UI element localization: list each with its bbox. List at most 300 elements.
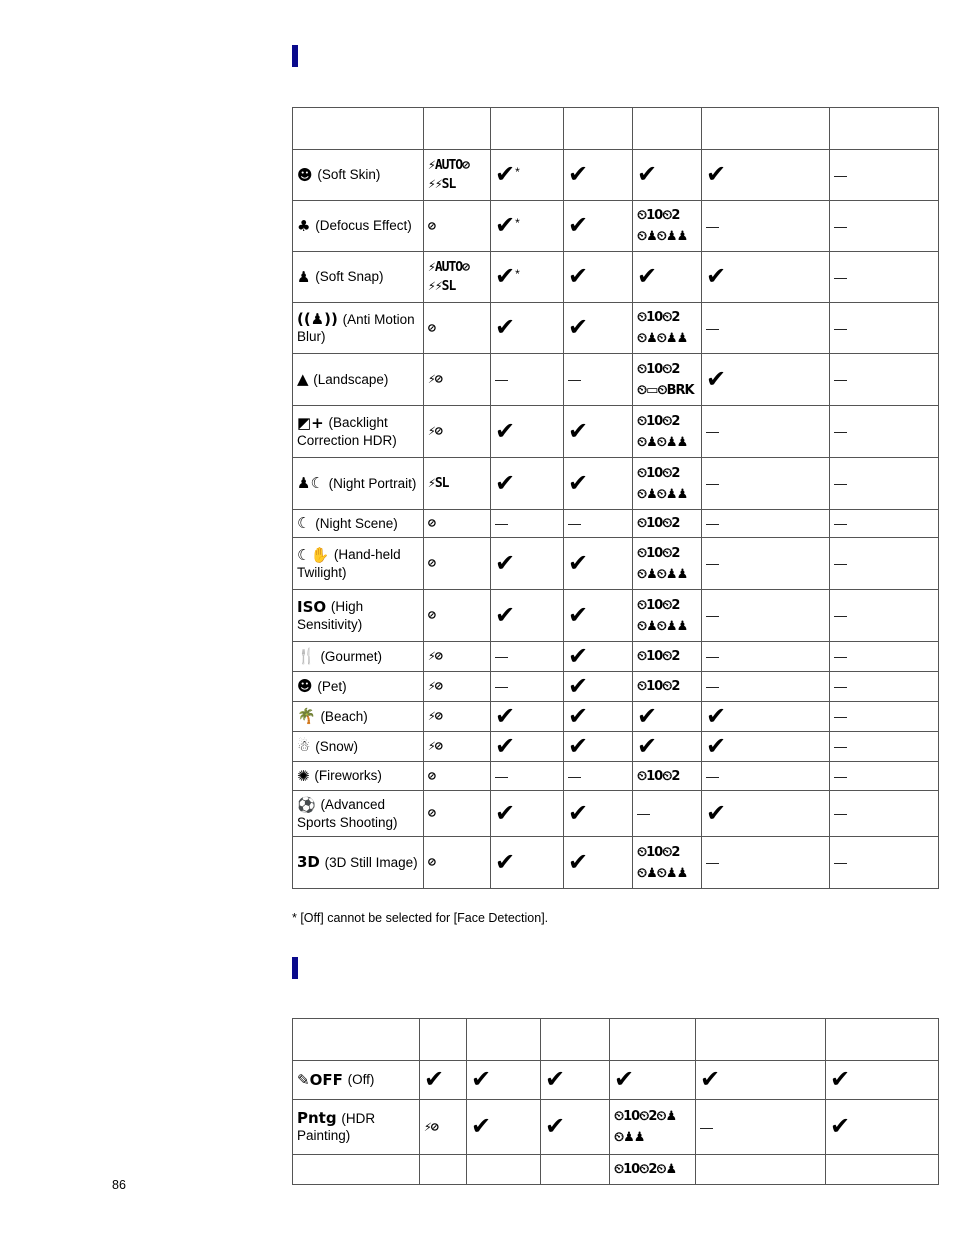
not-available-dash: — (834, 739, 847, 754)
hand-held-twilight-icon: ☾✋ (297, 545, 330, 564)
check-icon: ✔ (706, 262, 727, 290)
self-timer-icon: ⏲10⏲2 (637, 361, 680, 377)
value-cell (830, 732, 939, 762)
check-icon: ✔ (495, 262, 516, 290)
check-icon: ✔ (568, 548, 589, 577)
check-icon: ✔ (706, 160, 727, 188)
not-available-dash: — (706, 556, 719, 571)
value-cell (424, 510, 491, 538)
flash-mode-icon: ⚡⚡SL (428, 177, 456, 192)
value-cell (424, 538, 491, 590)
scene-label: (Gourmet) (316, 648, 382, 664)
not-available-dash: — (706, 516, 719, 531)
value-cell (633, 672, 702, 702)
value-cell (491, 837, 564, 889)
not-available-dash: — (834, 320, 847, 336)
scene-name-cell (293, 303, 424, 354)
gourmet-icon: 🍴 (297, 647, 316, 666)
check-icon: ✔ (614, 1065, 635, 1093)
self-timer-icon: ⏲10⏲2 (637, 545, 680, 561)
not-available-dash: — (637, 806, 650, 821)
beach-icon: 🌴 (297, 707, 316, 726)
table-row (293, 702, 939, 732)
value-cell (564, 406, 633, 458)
self-timer-icon: ⏲▭⏲BRK (637, 382, 694, 398)
flash-mode-icon: ⊘ (428, 516, 435, 531)
flash-mode-icon: ⚡⊘ (428, 372, 442, 387)
value-cell (702, 252, 830, 303)
check-icon: ✔ (706, 364, 727, 393)
check-icon: ✔ (706, 701, 727, 730)
table-row (293, 510, 939, 538)
value-cell (424, 672, 491, 702)
value-cell (702, 538, 830, 590)
value-cell (424, 458, 491, 510)
scene-name-cell (293, 642, 424, 672)
footnote: * [Off] cannot be selected for [Face Detection]. (292, 911, 549, 925)
header-cell (830, 108, 939, 150)
scene-name-cell (293, 201, 424, 252)
value-cell (491, 590, 564, 642)
self-timer-icon: ⏲10⏲2 (637, 208, 680, 223)
value-cell (633, 791, 702, 837)
not-available-dash: — (706, 768, 719, 784)
value-cell (633, 702, 702, 732)
not-available-dash: — (706, 608, 719, 623)
header-cell (293, 1019, 420, 1061)
scene-label: (Advanced Sports Shooting) (297, 797, 398, 830)
self-timer-icon: ⏲10⏲2 (637, 679, 680, 694)
check-icon: ✔ (568, 160, 589, 188)
not-available-dash: — (706, 855, 719, 870)
value-cell (826, 1155, 939, 1185)
flash-mode-icon: ⊘ (428, 855, 435, 870)
high-sensitivity-icon: ISO (297, 597, 327, 616)
not-available-dash: — (495, 649, 508, 664)
value-cell (633, 837, 702, 889)
self-timer-icon: ⏲10⏲2 (637, 310, 680, 325)
check-icon: ✔ (830, 1112, 851, 1140)
value-cell (702, 837, 830, 889)
value-cell (830, 406, 939, 458)
not-available-dash: — (834, 218, 847, 234)
value-cell (633, 406, 702, 458)
scene-label: (Pet) (313, 678, 347, 694)
check-icon: ✔ (568, 262, 589, 290)
table-row (293, 1100, 939, 1155)
value-cell (610, 1061, 696, 1100)
value-cell (491, 791, 564, 837)
value-cell (564, 538, 633, 590)
scene-label: (Backlight Correction HDR) (297, 415, 397, 448)
not-available-dash: — (834, 372, 847, 387)
value-cell (830, 590, 939, 642)
scene-label: (Anti Motion Blur) (297, 311, 415, 345)
scene-selection-table (292, 107, 939, 889)
pet-icon: ☻ (297, 677, 313, 696)
not-available-dash: — (495, 516, 508, 531)
check-icon: ✔ (471, 1065, 492, 1093)
value-cell (424, 762, 491, 791)
value-cell (564, 252, 633, 303)
not-available-dash: — (706, 476, 719, 491)
value-cell (424, 252, 491, 303)
header-cell (564, 108, 633, 150)
flash-mode-icon: ⚡⊘ (428, 679, 442, 694)
not-available-dash: — (834, 269, 847, 285)
header-cell (702, 108, 830, 150)
value-cell (610, 1155, 696, 1185)
value-cell (491, 252, 564, 303)
check-icon: ✔ (495, 211, 516, 239)
value-cell (491, 201, 564, 252)
scene-label: (High Sensitivity) (297, 599, 364, 632)
check-icon: ✔ (637, 262, 658, 290)
value-cell (633, 303, 702, 354)
value-cell (633, 252, 702, 303)
value-cell (696, 1100, 826, 1155)
not-available-dash: — (834, 806, 847, 821)
backlight-hdr-icon: ◩+ (297, 413, 324, 432)
not-available-dash: — (834, 855, 847, 870)
value-cell (702, 732, 830, 762)
self-timer-icon: ⏲♟⏲♟♟ (637, 618, 688, 634)
flash-mode-icon: ⊘ (428, 218, 435, 234)
check-icon: ✔ (545, 1112, 566, 1140)
value-cell (491, 510, 564, 538)
advanced-sports-icon: ⚽ (297, 795, 316, 814)
check-icon: ✔ (495, 160, 516, 188)
value-cell (702, 590, 830, 642)
value-cell (424, 303, 491, 354)
scene-name-cell (293, 762, 424, 791)
self-timer-icon: ⏲♟⏲♟♟ (637, 486, 688, 502)
flash-mode-icon: ⚡AUTO⊘ (428, 158, 469, 173)
value-cell (830, 252, 939, 303)
scene-label: (Soft Skin) (313, 167, 381, 183)
not-available-dash: — (834, 608, 847, 623)
scene-name-cell (293, 1155, 420, 1185)
table-row (293, 732, 939, 762)
value-cell (564, 732, 633, 762)
self-timer-icon: ⏲10⏲2 (637, 844, 680, 860)
table-row (293, 791, 939, 837)
table-row (293, 642, 939, 672)
footnote-mark: * (515, 216, 520, 230)
value-cell (702, 702, 830, 732)
value-cell (633, 201, 702, 252)
value-cell (424, 201, 491, 252)
scene-name-cell (293, 672, 424, 702)
value-cell (491, 702, 564, 732)
not-available-dash: — (495, 768, 508, 784)
table-row (293, 762, 939, 791)
check-icon: ✔ (495, 313, 516, 341)
section-marker-1 (292, 45, 298, 67)
value-cell (702, 354, 830, 406)
header-cell (610, 1019, 696, 1061)
flash-mode-icon: ⚡⊘ (428, 424, 442, 439)
check-icon: ✔ (568, 416, 589, 445)
3d-still-image-icon: 3D (297, 853, 320, 872)
table-row (293, 1155, 939, 1185)
scene-name-cell (293, 702, 424, 732)
value-cell (564, 702, 633, 732)
flash-mode-icon: ⚡⊘ (424, 1119, 438, 1135)
header-cell (541, 1019, 610, 1061)
scene-name-cell (293, 458, 424, 510)
value-cell (541, 1061, 610, 1100)
flash-mode-icon: ⊘ (428, 768, 435, 784)
not-available-dash: — (706, 218, 719, 234)
check-icon: ✔ (545, 1065, 566, 1093)
off-icon: ✎OFF (297, 1070, 343, 1089)
value-cell (633, 510, 702, 538)
not-available-dash: — (706, 320, 719, 336)
value-cell (491, 458, 564, 510)
check-icon: ✔ (568, 468, 589, 497)
table-row (293, 538, 939, 590)
footnote-mark: * (515, 165, 520, 179)
self-timer-icon: ⏲10⏲2⏲♟ (614, 1162, 677, 1177)
value-cell (491, 303, 564, 354)
value-cell (702, 406, 830, 458)
value-cell (633, 354, 702, 406)
scene-name-cell (293, 354, 424, 406)
value-cell (564, 590, 633, 642)
value-cell (424, 150, 491, 201)
scene-label: (Hand-held Twilight) (297, 547, 401, 580)
value-cell (633, 642, 702, 672)
table-row (293, 406, 939, 458)
value-cell (467, 1100, 541, 1155)
header-cell (491, 108, 564, 150)
value-cell (467, 1155, 541, 1185)
not-available-dash: — (834, 768, 847, 784)
not-available-dash: — (834, 516, 847, 531)
scene-name-cell (293, 406, 424, 458)
value-cell (491, 354, 564, 406)
value-cell (424, 642, 491, 672)
table-row (293, 303, 939, 354)
scene-label: (Night Portrait) (324, 475, 417, 491)
value-cell (702, 458, 830, 510)
value-cell (564, 303, 633, 354)
self-timer-icon: ⏲10⏲2 (637, 649, 680, 664)
check-icon: ✔ (495, 468, 516, 497)
fireworks-icon: ✺ (297, 766, 310, 785)
value-cell (467, 1061, 541, 1100)
scene-name-cell (293, 1061, 420, 1100)
value-cell (696, 1061, 826, 1100)
flash-mode-icon: ⚡SL (428, 476, 449, 491)
value-cell (830, 201, 939, 252)
table-row (293, 354, 939, 406)
not-available-dash: — (834, 649, 847, 664)
check-icon: ✔ (495, 416, 516, 445)
value-cell (424, 791, 491, 837)
not-available-dash: — (706, 649, 719, 664)
value-cell (830, 791, 939, 837)
value-cell (564, 642, 633, 672)
self-timer-icon: ⏲10⏲2 (637, 597, 680, 613)
value-cell (424, 406, 491, 458)
value-cell (633, 732, 702, 762)
header-cell (467, 1019, 541, 1061)
table-header-row (293, 108, 939, 150)
table-row (293, 458, 939, 510)
value-cell (830, 702, 939, 732)
scene-label: (Soft Snap) (311, 269, 384, 285)
value-cell (424, 590, 491, 642)
check-icon: ✔ (495, 701, 516, 730)
scene-label: (3D Still Image) (320, 854, 418, 870)
section-marker-2 (292, 957, 298, 979)
table-row (293, 672, 939, 702)
value-cell (491, 642, 564, 672)
value-cell (830, 510, 939, 538)
value-cell (424, 702, 491, 732)
not-available-dash: — (834, 679, 847, 694)
value-cell (491, 406, 564, 458)
check-icon: ✔ (637, 160, 658, 188)
value-cell (541, 1100, 610, 1155)
value-cell (702, 303, 830, 354)
value-cell (826, 1061, 939, 1100)
table-row (293, 252, 939, 303)
scene-name-cell (293, 732, 424, 762)
value-cell (633, 762, 702, 791)
value-cell (830, 354, 939, 406)
check-icon: ✔ (495, 798, 516, 827)
value-cell (702, 762, 830, 791)
value-cell (702, 510, 830, 538)
check-icon: ✔ (568, 671, 589, 700)
flash-mode-icon: ⚡⊘ (428, 739, 442, 754)
check-icon: ✔ (568, 798, 589, 827)
self-timer-icon: ⏲♟⏲♟♟ (637, 865, 688, 881)
check-icon: ✔ (495, 731, 516, 760)
picture-effect-table (292, 1018, 939, 1185)
soft-skin-icon: ☻ (297, 165, 313, 184)
value-cell (830, 303, 939, 354)
value-cell (702, 201, 830, 252)
hdr-painting-icon: Pntg (297, 1109, 337, 1128)
flash-mode-icon: ⊘ (428, 556, 435, 571)
night-portrait-icon: ♟☾ (297, 474, 324, 493)
check-icon: ✔ (568, 600, 589, 629)
self-timer-icon: ⏲♟⏲♟♟ (637, 331, 688, 346)
value-cell (702, 150, 830, 201)
check-icon: ✔ (637, 731, 658, 760)
header-cell (420, 1019, 467, 1061)
check-icon: ✔ (568, 731, 589, 760)
not-available-dash: — (834, 709, 847, 724)
self-timer-icon: ⏲10⏲2 (637, 465, 680, 481)
value-cell (564, 150, 633, 201)
value-cell (702, 642, 830, 672)
value-cell (702, 672, 830, 702)
header-cell (293, 108, 424, 150)
header-cell (633, 108, 702, 150)
value-cell (420, 1155, 467, 1185)
landscape-icon: ▲ (297, 370, 309, 389)
value-cell (830, 642, 939, 672)
value-cell (420, 1100, 467, 1155)
value-cell (830, 762, 939, 791)
value-cell (564, 458, 633, 510)
value-cell (424, 837, 491, 889)
check-icon: ✔ (495, 847, 516, 876)
check-icon: ✔ (637, 701, 658, 730)
value-cell (830, 150, 939, 201)
scene-name-cell (293, 538, 424, 590)
value-cell (424, 732, 491, 762)
value-cell (564, 762, 633, 791)
scene-label: (Beach) (316, 708, 368, 724)
check-icon: ✔ (568, 313, 589, 341)
value-cell (564, 510, 633, 538)
not-available-dash: — (568, 516, 581, 531)
scene-name-cell (293, 837, 424, 889)
not-available-dash: — (834, 167, 847, 183)
not-available-dash: — (568, 768, 581, 784)
check-icon: ✔ (830, 1065, 851, 1093)
check-icon: ✔ (495, 548, 516, 577)
flash-mode-icon: ⊘ (428, 320, 435, 336)
self-timer-icon: ⏲♟⏲♟♟ (637, 566, 688, 582)
night-scene-icon: ☾ (297, 514, 311, 533)
value-cell (541, 1155, 610, 1185)
check-icon: ✔ (568, 847, 589, 876)
value-cell (491, 672, 564, 702)
scene-name-cell (293, 791, 424, 837)
table-row (293, 1061, 939, 1100)
check-icon: ✔ (706, 731, 727, 760)
check-icon: ✔ (495, 600, 516, 629)
scene-label: (Off) (343, 1072, 375, 1088)
value-cell (633, 590, 702, 642)
check-icon: ✔ (568, 211, 589, 239)
check-icon: ✔ (424, 1065, 445, 1093)
header-cell (424, 108, 491, 150)
flash-mode-icon: ⊘ (428, 608, 435, 623)
self-timer-icon: ⏲♟⏲♟♟ (637, 229, 688, 244)
defocus-icon: ♣ (297, 216, 311, 235)
not-available-dash: — (834, 556, 847, 571)
value-cell (633, 150, 702, 201)
scene-label: (HDR Painting) (297, 1110, 376, 1144)
value-cell (564, 201, 633, 252)
value-cell (564, 837, 633, 889)
scene-name-cell (293, 1100, 420, 1155)
flash-mode-icon: ⚡⊘ (428, 709, 442, 724)
value-cell (420, 1061, 467, 1100)
value-cell (696, 1155, 826, 1185)
value-cell (491, 762, 564, 791)
not-available-dash: — (495, 679, 508, 694)
scene-name-cell (293, 150, 424, 201)
flash-mode-icon: ⚡AUTO⊘ (428, 260, 469, 275)
check-icon: ✔ (568, 701, 589, 730)
table-row (293, 590, 939, 642)
scene-name-cell (293, 590, 424, 642)
self-timer-icon: ⏲10⏲2 (637, 768, 680, 784)
scene-label: (Defocus Effect) (311, 218, 412, 234)
check-icon: ✔ (706, 798, 727, 827)
value-cell (830, 458, 939, 510)
check-icon: ✔ (568, 641, 589, 670)
